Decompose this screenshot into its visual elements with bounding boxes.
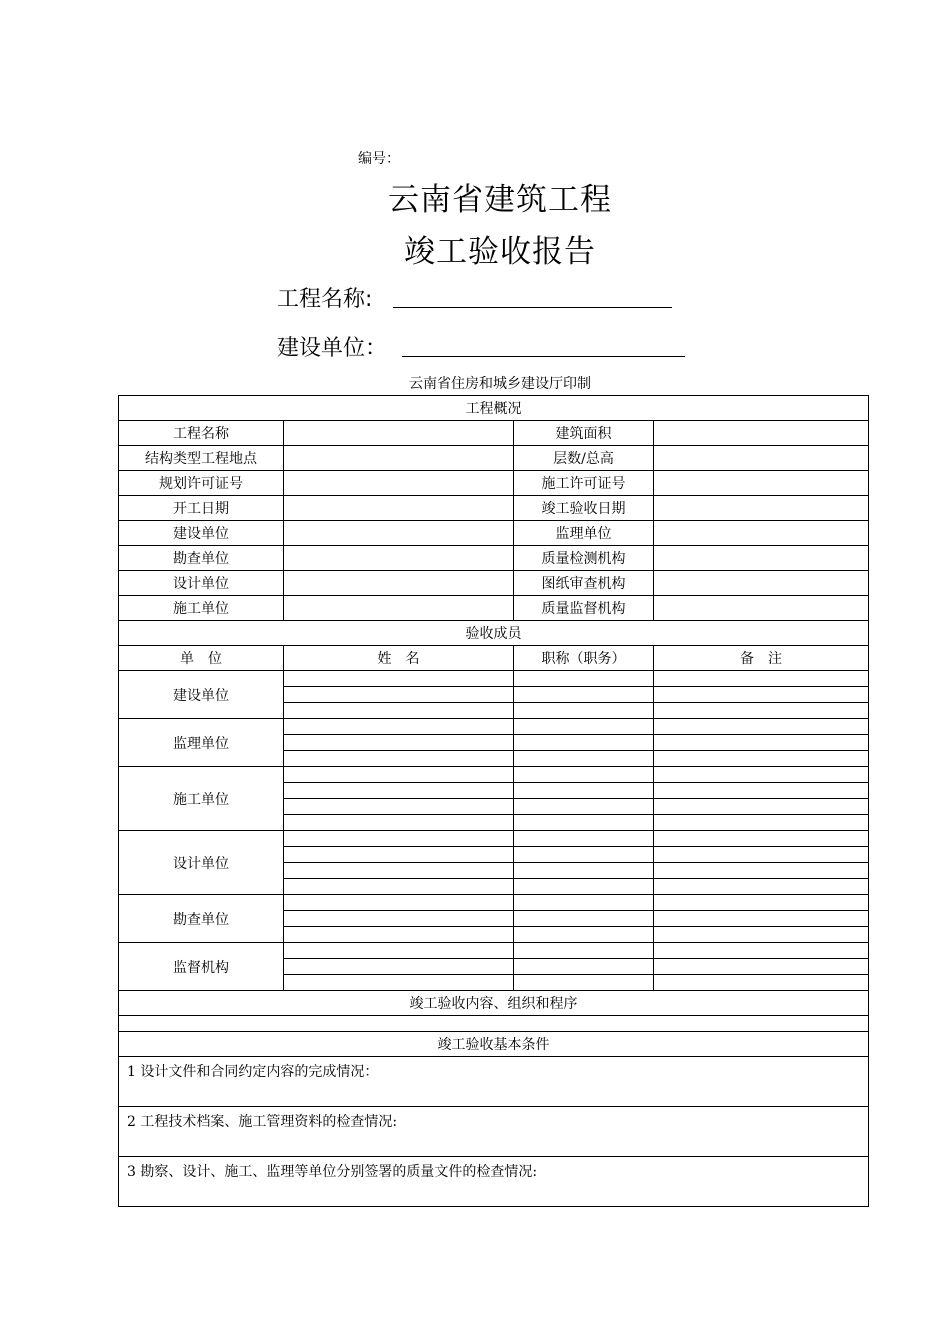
- report-form-table: [118, 395, 869, 1207]
- member-cell[interactable]: [654, 879, 869, 895]
- report-title-line1: 云南省建筑工程: [388, 182, 612, 218]
- condition-item[interactable]: 1 设计文件和合同约定内容的完成情况：: [119, 1057, 869, 1107]
- member-cell[interactable]: [514, 671, 654, 687]
- member-cell[interactable]: [514, 783, 654, 799]
- column-header-unit: 单 位: [119, 646, 284, 671]
- member-cell[interactable]: [514, 863, 654, 879]
- overview-value-cell[interactable]: [284, 521, 514, 546]
- project-name-blank[interactable]: [393, 286, 672, 308]
- table-row: [119, 521, 869, 546]
- member-cell[interactable]: [654, 959, 869, 975]
- overview-value-cell[interactable]: [284, 446, 514, 471]
- member-cell[interactable]: [654, 783, 869, 799]
- overview-value-cell[interactable]: [284, 496, 514, 521]
- overview-value-cell[interactable]: [284, 546, 514, 571]
- table-row: [119, 471, 869, 496]
- member-cell[interactable]: [654, 751, 869, 767]
- member-cell[interactable]: [654, 847, 869, 863]
- overview-label: 工程名称: [119, 421, 284, 446]
- member-cell[interactable]: [514, 943, 654, 959]
- overview-label: 开工日期: [119, 496, 284, 521]
- member-cell[interactable]: [514, 895, 654, 911]
- builder-blank[interactable]: [402, 335, 685, 357]
- member-cell[interactable]: [284, 831, 514, 847]
- member-cell[interactable]: [284, 687, 514, 703]
- table-row: [119, 943, 869, 959]
- condition-item[interactable]: 3 勘察、设计、施工、监理等单位分别签署的质量文件的检查情况:: [119, 1157, 869, 1207]
- overview-value-cell[interactable]: [654, 421, 869, 446]
- procedure-content-cell[interactable]: [119, 1016, 869, 1032]
- overview-label: 层数/总高: [514, 446, 654, 471]
- member-unit-label: 监理单位: [119, 719, 284, 767]
- member-unit-label: 勘查单位: [119, 895, 284, 943]
- overview-section-title: 工程概况: [119, 396, 869, 421]
- overview-label: 图纸审查机构: [514, 571, 654, 596]
- member-cell[interactable]: [654, 799, 869, 815]
- column-header-title: 职称（职务）: [514, 646, 654, 671]
- member-cell[interactable]: [284, 751, 514, 767]
- member-cell[interactable]: [514, 847, 654, 863]
- table-row: [119, 596, 869, 621]
- member-cell[interactable]: [284, 767, 514, 783]
- overview-label: 设计单位: [119, 571, 284, 596]
- overview-value-cell[interactable]: [284, 571, 514, 596]
- overview-label: 建筑面积: [514, 421, 654, 446]
- member-unit-label: 建设单位: [119, 671, 284, 719]
- condition-item[interactable]: 2 工程技术档案、施工管理资料的检查情况:: [119, 1107, 869, 1157]
- column-header-remarks: 备 注: [654, 646, 869, 671]
- table-row: [119, 671, 869, 687]
- member-cell[interactable]: [514, 927, 654, 943]
- member-cell[interactable]: [284, 959, 514, 975]
- column-header-name: 姓 名: [284, 646, 514, 671]
- member-cell[interactable]: [284, 735, 514, 751]
- member-cell[interactable]: [654, 671, 869, 687]
- member-cell[interactable]: [284, 911, 514, 927]
- table-row: [119, 719, 869, 735]
- member-cell[interactable]: [284, 863, 514, 879]
- overview-label: 施工单位: [119, 596, 284, 621]
- member-cell[interactable]: [284, 975, 514, 991]
- overview-value-cell[interactable]: [284, 471, 514, 496]
- overview-value-cell[interactable]: [654, 596, 869, 621]
- table-row: [119, 421, 869, 446]
- report-title-line2: 竣工验收报告: [404, 234, 596, 270]
- member-cell[interactable]: [284, 847, 514, 863]
- overview-value-cell[interactable]: [654, 446, 869, 471]
- procedure-section-title: 竣工验收内容、组织和程序: [119, 991, 869, 1016]
- overview-label: 监理单位: [514, 521, 654, 546]
- overview-value-cell[interactable]: [654, 471, 869, 496]
- member-cell[interactable]: [284, 799, 514, 815]
- member-cell[interactable]: [514, 975, 654, 991]
- member-cell[interactable]: [514, 751, 654, 767]
- table-row: [119, 496, 869, 521]
- member-cell[interactable]: [654, 911, 869, 927]
- member-cell[interactable]: [284, 703, 514, 719]
- member-cell[interactable]: [514, 719, 654, 735]
- member-cell[interactable]: [654, 895, 869, 911]
- member-cell[interactable]: [514, 831, 654, 847]
- table-row: [119, 831, 869, 847]
- member-cell[interactable]: [284, 879, 514, 895]
- member-cell[interactable]: [654, 767, 869, 783]
- member-cell[interactable]: [514, 767, 654, 783]
- overview-label: 质量监督机构: [514, 596, 654, 621]
- members-header-row: [119, 646, 869, 671]
- member-cell[interactable]: [284, 671, 514, 687]
- overview-value-cell[interactable]: [654, 521, 869, 546]
- member-cell[interactable]: [514, 687, 654, 703]
- builder-label: 建设单位：: [277, 336, 388, 361]
- overview-value-cell[interactable]: [284, 596, 514, 621]
- serial-number-label: 编号：: [358, 151, 400, 167]
- member-cell[interactable]: [514, 911, 654, 927]
- member-cell[interactable]: [654, 815, 869, 831]
- conditions-section-title: 竣工验收基本条件: [119, 1032, 869, 1057]
- member-cell[interactable]: [654, 831, 869, 847]
- overview-label: 竣工验收日期: [514, 496, 654, 521]
- table-row: [119, 895, 869, 911]
- member-cell[interactable]: [284, 815, 514, 831]
- member-cell[interactable]: [654, 927, 869, 943]
- table-row: [119, 571, 869, 596]
- member-cell[interactable]: [654, 975, 869, 991]
- member-cell[interactable]: [514, 879, 654, 895]
- overview-value-cell[interactable]: [654, 546, 869, 571]
- project-name-label: 工程名称:: [277, 287, 373, 312]
- member-unit-label: 监督机构: [119, 943, 284, 991]
- member-cell[interactable]: [284, 943, 514, 959]
- member-cell[interactable]: [654, 863, 869, 879]
- member-cell[interactable]: [654, 687, 869, 703]
- member-cell[interactable]: [514, 959, 654, 975]
- member-cell[interactable]: [284, 719, 514, 735]
- overview-label: 结构类型工程地点: [119, 446, 284, 471]
- member-cell[interactable]: [284, 927, 514, 943]
- member-unit-label: 设计单位: [119, 831, 284, 895]
- overview-value-cell[interactable]: [284, 421, 514, 446]
- member-cell[interactable]: [654, 735, 869, 751]
- overview-label: 勘查单位: [119, 546, 284, 571]
- member-cell[interactable]: [654, 943, 869, 959]
- member-unit-label: 施工单位: [119, 767, 284, 831]
- overview-label: 质量检测机构: [514, 546, 654, 571]
- member-cell[interactable]: [284, 895, 514, 911]
- table-row: [119, 767, 869, 783]
- member-cell[interactable]: [284, 783, 514, 799]
- overview-label: 施工许可证号: [514, 471, 654, 496]
- member-cell[interactable]: [514, 735, 654, 751]
- overview-value-cell[interactable]: [654, 496, 869, 521]
- member-cell[interactable]: [654, 719, 869, 735]
- member-cell[interactable]: [654, 703, 869, 719]
- table-row: [119, 546, 869, 571]
- overview-label: 规划许可证号: [119, 471, 284, 496]
- member-cell[interactable]: [514, 799, 654, 815]
- member-cell[interactable]: [514, 815, 654, 831]
- overview-label: 建设单位: [119, 521, 284, 546]
- table-row: [119, 446, 869, 471]
- overview-value-cell[interactable]: [654, 571, 869, 596]
- members-section-title: 验收成员: [119, 621, 869, 646]
- member-cell[interactable]: [514, 703, 654, 719]
- printer-note: 云南省住房和城乡建设厅印制: [409, 376, 591, 392]
